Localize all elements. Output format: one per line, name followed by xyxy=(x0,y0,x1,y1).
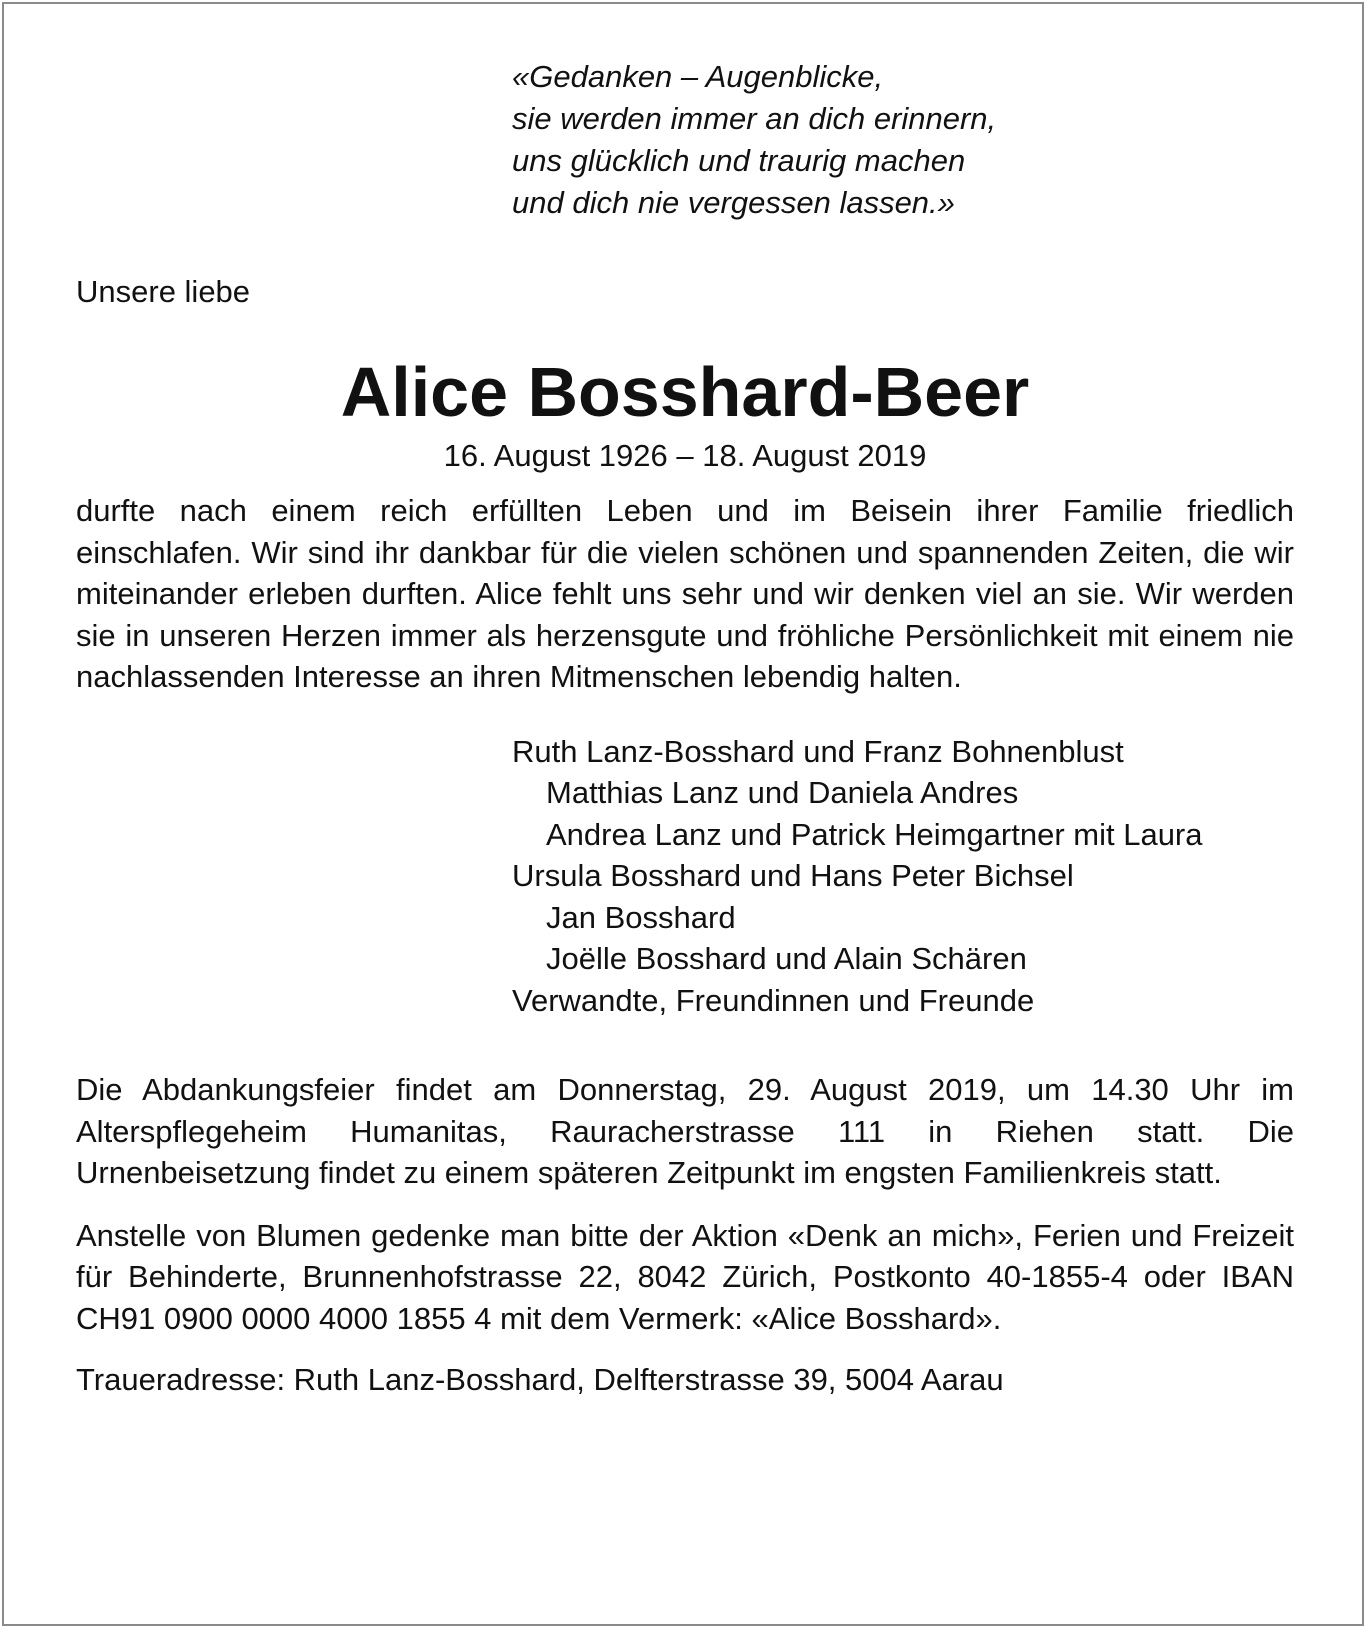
motto-quote xyxy=(512,56,1294,224)
deceased-name: Alice Bosshard-Beer xyxy=(340,353,1030,431)
mourner-entry: Verwandte, Freundinnen und Freunde xyxy=(512,982,1035,1018)
intro-text: Unsere liebe xyxy=(76,274,251,309)
mourner-entry: Ruth Lanz-Bosshard und Franz Bohnenblust xyxy=(512,733,1124,769)
mourner-entry: Andrea Lanz und Patrick Heimgartner mit Laura xyxy=(546,816,1203,852)
motto-line: sie werden immer an dich erinnern, xyxy=(512,101,997,136)
obituary-notice xyxy=(76,56,1294,1401)
body-paragraph: durfte nach einem reich erfüllten Leben und im Beisein ihrer Familie friedlich einschlafen. Wir sind ihr dankbar für die vielen schönen und spannenden Zeiten, die wir miteinander erleben durften. Alice fehlt uns sehr und wir denken viel an sie. Wir werden sie in unseren Herzen immer als herzensgute und fröhliche Persönlichkeit mit einem nie nachlassenden Interesse an ihren Mitmenschen lebendig halten. xyxy=(76,493,1294,694)
mourner-entry: Joëlle Bosshard und Alain Schären xyxy=(546,941,1027,976)
motto-line: «Gedanken – Augenblicke, xyxy=(512,59,884,94)
mourner-entry: Jan Bosshard xyxy=(546,899,736,935)
donation-paragraph: Anstelle von Blumen gedenke man bitte der Aktion «Denk an mich», Ferien und Freizeit für Behinderte, Brunnenhofstrasse 22, 8042 Zürich, Postkonto 40-1855-4 oder IBAN CH91 0900 0000 4000 1855 4 mit dem Vermerk: «Alice Bosshard». xyxy=(76,1217,1294,1336)
mourning-address: Traueradresse: Ruth Lanz-Bosshard, Delfterstrasse 39, 5004 Aarau xyxy=(76,1362,1004,1397)
mourner-entry: Matthias Lanz und Daniela Andres xyxy=(546,775,1019,810)
mourner-entry: Ursula Bosshard und Hans Peter Bichsel xyxy=(512,858,1074,893)
ceremony-paragraph: Die Abdankungsfeier findet am Donnerstag, 29. August 2019, um 14.30 Uhr im Alterspflegeheim Humanitas, Rauracherstrasse 111 in Riehen statt. Die Urnenbeisetzung findet zu einem späteren Zeitpunkt im engsten Familienkreis statt. xyxy=(76,1072,1294,1190)
motto-line: uns glücklich und traurig machen xyxy=(512,143,966,178)
motto-line: und dich nie vergessen lassen.» xyxy=(512,185,955,220)
life-dates: 16. August 1926 – 18. August 2019 xyxy=(443,438,927,473)
mourners-list xyxy=(512,731,1294,1022)
